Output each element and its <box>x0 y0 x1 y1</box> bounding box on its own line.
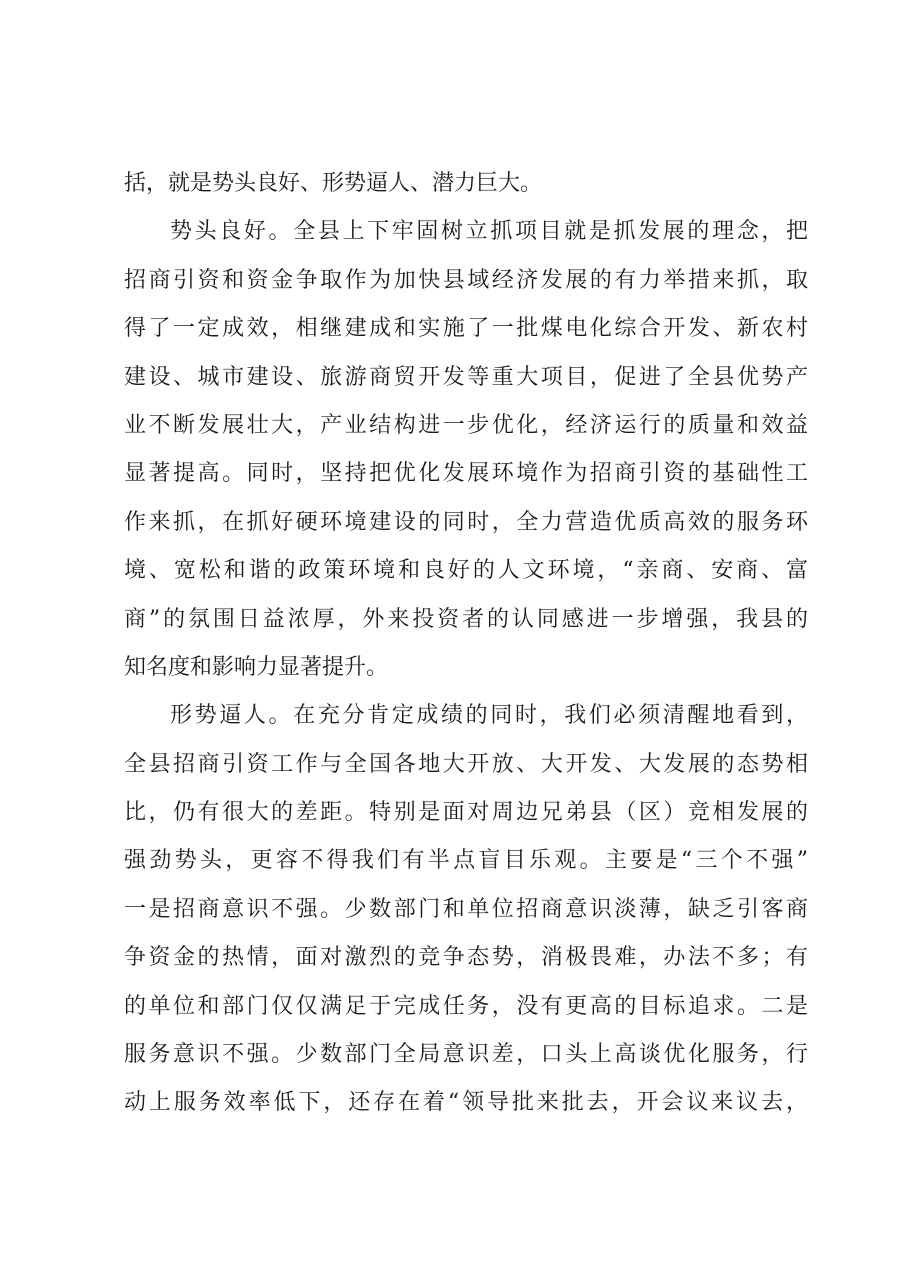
text-line: 建设、城市建设、旅游商贸开发等重大项目，促进了全县优势产 <box>124 364 808 390</box>
text-line: 强劲势头，更容不得我们有半点盲目乐观。主要是“三个不强” <box>124 848 808 874</box>
text-line: 势头良好。全县上下牢固树立抓项目就是抓发展的理念，把 <box>170 219 808 245</box>
text-line: 知名度和影响力显著提升。 <box>124 654 389 680</box>
text-line: 的单位和部门仅仅满足于完成任务，没有更高的目标追求。二是 <box>124 993 808 1019</box>
text-line: 比，仍有很大的差距。特别是面对周边兄弟县（区）竞相发展的 <box>124 800 808 826</box>
text-line: 商”的氛围日益浓厚，外来投资者的认同感进一步增强，我县的 <box>124 606 808 632</box>
text-line: 括，就是势头良好、形势逼人、潜力巨大。 <box>124 171 543 196</box>
text-line: 境、宽松和谐的政策环境和良好的人文环境，“亲商、安商、富 <box>124 558 808 584</box>
text-line: 招商引资和资金争取作为加快县域经济发展的有力举措来抓，取 <box>124 267 808 293</box>
text-line: 动上服务效率低下，还存在着“领导批来批去，开会议来议去， <box>124 1090 808 1116</box>
text-line: 全县招商引资工作与全国各地大开放、大开发、大发展的态势相 <box>124 751 808 777</box>
text-line: 业不断发展壮大，产业结构进一步优化，经济运行的质量和效益 <box>124 412 808 438</box>
paragraph-3 <box>124 692 808 1128</box>
document-body <box>124 160 808 1128</box>
text-line: 一是招商意识不强。少数部门和单位招商意识淡薄，缺乏引客商 <box>124 896 808 922</box>
paragraph-1 <box>124 160 808 208</box>
text-line: 得了一定成效，相继建成和实施了一批煤电化综合开发、新农村 <box>124 316 808 342</box>
text-line: 争资金的热情，面对激烈的竞争态势，消极畏难，办法不多；有 <box>124 945 808 971</box>
text-line: 作来抓，在抓好硬环境建设的同时，全力营造优质高效的服务环 <box>124 509 808 535</box>
text-line: 形势逼人。在充分肯定成绩的同时，我们必须清醒地看到， <box>170 703 808 729</box>
paragraph-2 <box>124 208 808 692</box>
text-line: 服务意识不强。少数部门全局意识差，口头上高谈优化服务，行 <box>124 1042 808 1068</box>
text-line: 显著提高。同时，坚持把优化发展环境作为招商引资的基础性工 <box>124 461 808 487</box>
